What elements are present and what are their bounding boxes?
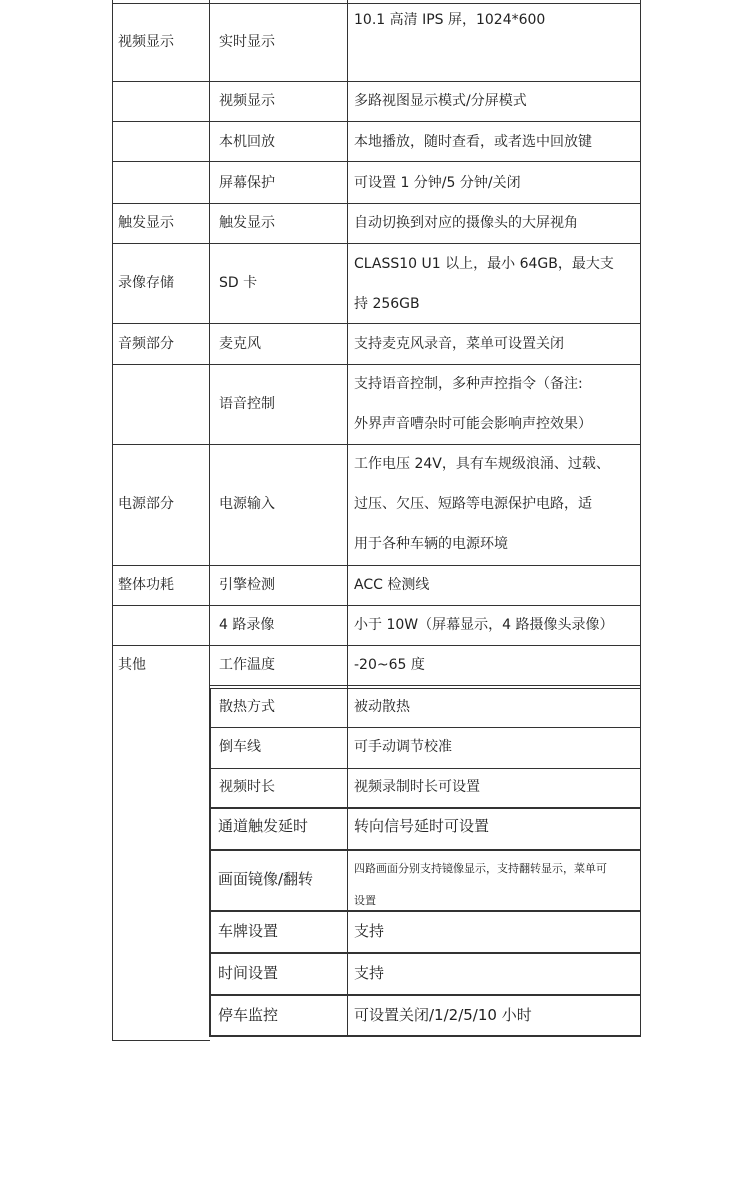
table-hline <box>209 807 641 809</box>
row-description: 支持 <box>354 922 385 940</box>
table-vline-1b <box>209 688 211 1037</box>
row-description: 本地播放，随时查看，或者选中回放键 <box>354 134 592 150</box>
row-category: 录像存储 <box>118 275 174 291</box>
table-vline-1 <box>209 0 210 688</box>
row-item: 引擎检测 <box>219 577 275 593</box>
row-category: 音频部分 <box>118 336 174 352</box>
table-hline <box>112 605 641 606</box>
table-vline-right <box>640 0 641 1037</box>
table-hline <box>209 849 641 851</box>
table-hline <box>112 81 641 82</box>
row-item: SD 卡 <box>219 275 258 291</box>
row-description: 支持麦克风录音，菜单可设置关闭 <box>354 336 564 352</box>
row-item: 语音控制 <box>219 396 275 412</box>
table-hline <box>209 952 641 954</box>
row-description: 视频录制时长可设置 <box>354 779 480 795</box>
table-hline <box>209 994 641 996</box>
row-description: 10.1 高清 IPS 屏，1024*600 <box>354 12 546 28</box>
row-description: 四路画面分别支持镜像显示，支持翻转显示，菜单可 设置 <box>354 862 607 907</box>
table-hline-bottom <box>209 1035 641 1037</box>
row-item: 触发显示 <box>219 215 275 231</box>
row-item: 本机回放 <box>219 134 275 150</box>
row-item: 4 路录像 <box>219 617 275 633</box>
table-vline-2 <box>347 0 348 1037</box>
row-item: 视频显示 <box>219 93 275 109</box>
table-hline <box>112 565 641 566</box>
table-hline-bottom-left <box>112 1040 210 1041</box>
table-hline <box>209 727 641 728</box>
row-item: 视频时长 <box>219 779 275 795</box>
row-description: 自动切换到对应的摄像头的大屏视角 <box>354 215 578 231</box>
table-hline <box>112 645 641 646</box>
row-item: 倒车线 <box>219 739 261 755</box>
row-description: 可设置关闭/1/2/5/10 小时 <box>354 1006 532 1024</box>
table-hline-double <box>209 685 641 686</box>
row-description: 工作电压 24V，具有车规级浪涌、过载、 过压、欠压、短路等电源保护电路，适 用于各种车辆的电源环境 <box>354 456 610 552</box>
row-description: 支持语音控制，多种声控指令（备注: 外界声音嘈杂时可能会影响声控效果） <box>354 376 592 432</box>
row-category: 触发显示 <box>118 215 174 231</box>
row-item: 画面镜像/翻转 <box>218 870 314 888</box>
table-hline <box>112 203 641 204</box>
row-item: 时间设置 <box>218 964 279 982</box>
row-item: 停车监控 <box>218 1006 279 1024</box>
table-hline-double <box>209 688 641 689</box>
table-vline-left <box>112 0 113 1040</box>
table-hline <box>209 768 641 769</box>
row-category: 其他 <box>118 657 146 673</box>
row-description: ACC 检测线 <box>354 577 430 593</box>
row-item: 散热方式 <box>219 699 275 715</box>
row-category: 整体功耗 <box>118 577 174 593</box>
table-hline <box>112 161 641 162</box>
row-description: 转向信号延时可设置 <box>354 817 490 835</box>
row-item: 麦克风 <box>219 336 261 352</box>
row-description: 被动散热 <box>354 699 410 715</box>
row-item: 通道触发延时 <box>218 817 309 835</box>
row-category: 电源部分 <box>118 496 174 512</box>
row-description: 小于 10W（屏幕显示，4 路摄像头录像） <box>354 617 614 633</box>
row-category: 视频显示 <box>118 34 174 50</box>
row-item: 实时显示 <box>219 34 275 50</box>
row-item: 车牌设置 <box>218 922 279 940</box>
row-description: 可手动调节校准 <box>354 739 452 755</box>
table-hline <box>112 3 641 4</box>
row-item: 电源输入 <box>219 496 275 512</box>
row-item: 屏幕保护 <box>219 175 275 191</box>
table-hline <box>112 121 641 122</box>
row-description: CLASS10 U1 以上，最小 64GB，最大支 持 256GB <box>354 256 614 312</box>
row-description: -20~65 度 <box>354 657 425 673</box>
row-description: 多路视图显示模式/分屏模式 <box>354 93 527 109</box>
row-item: 工作温度 <box>219 657 275 673</box>
row-description: 可设置 1 分钟/5 分钟/关闭 <box>354 175 521 191</box>
row-description: 支持 <box>354 964 385 982</box>
